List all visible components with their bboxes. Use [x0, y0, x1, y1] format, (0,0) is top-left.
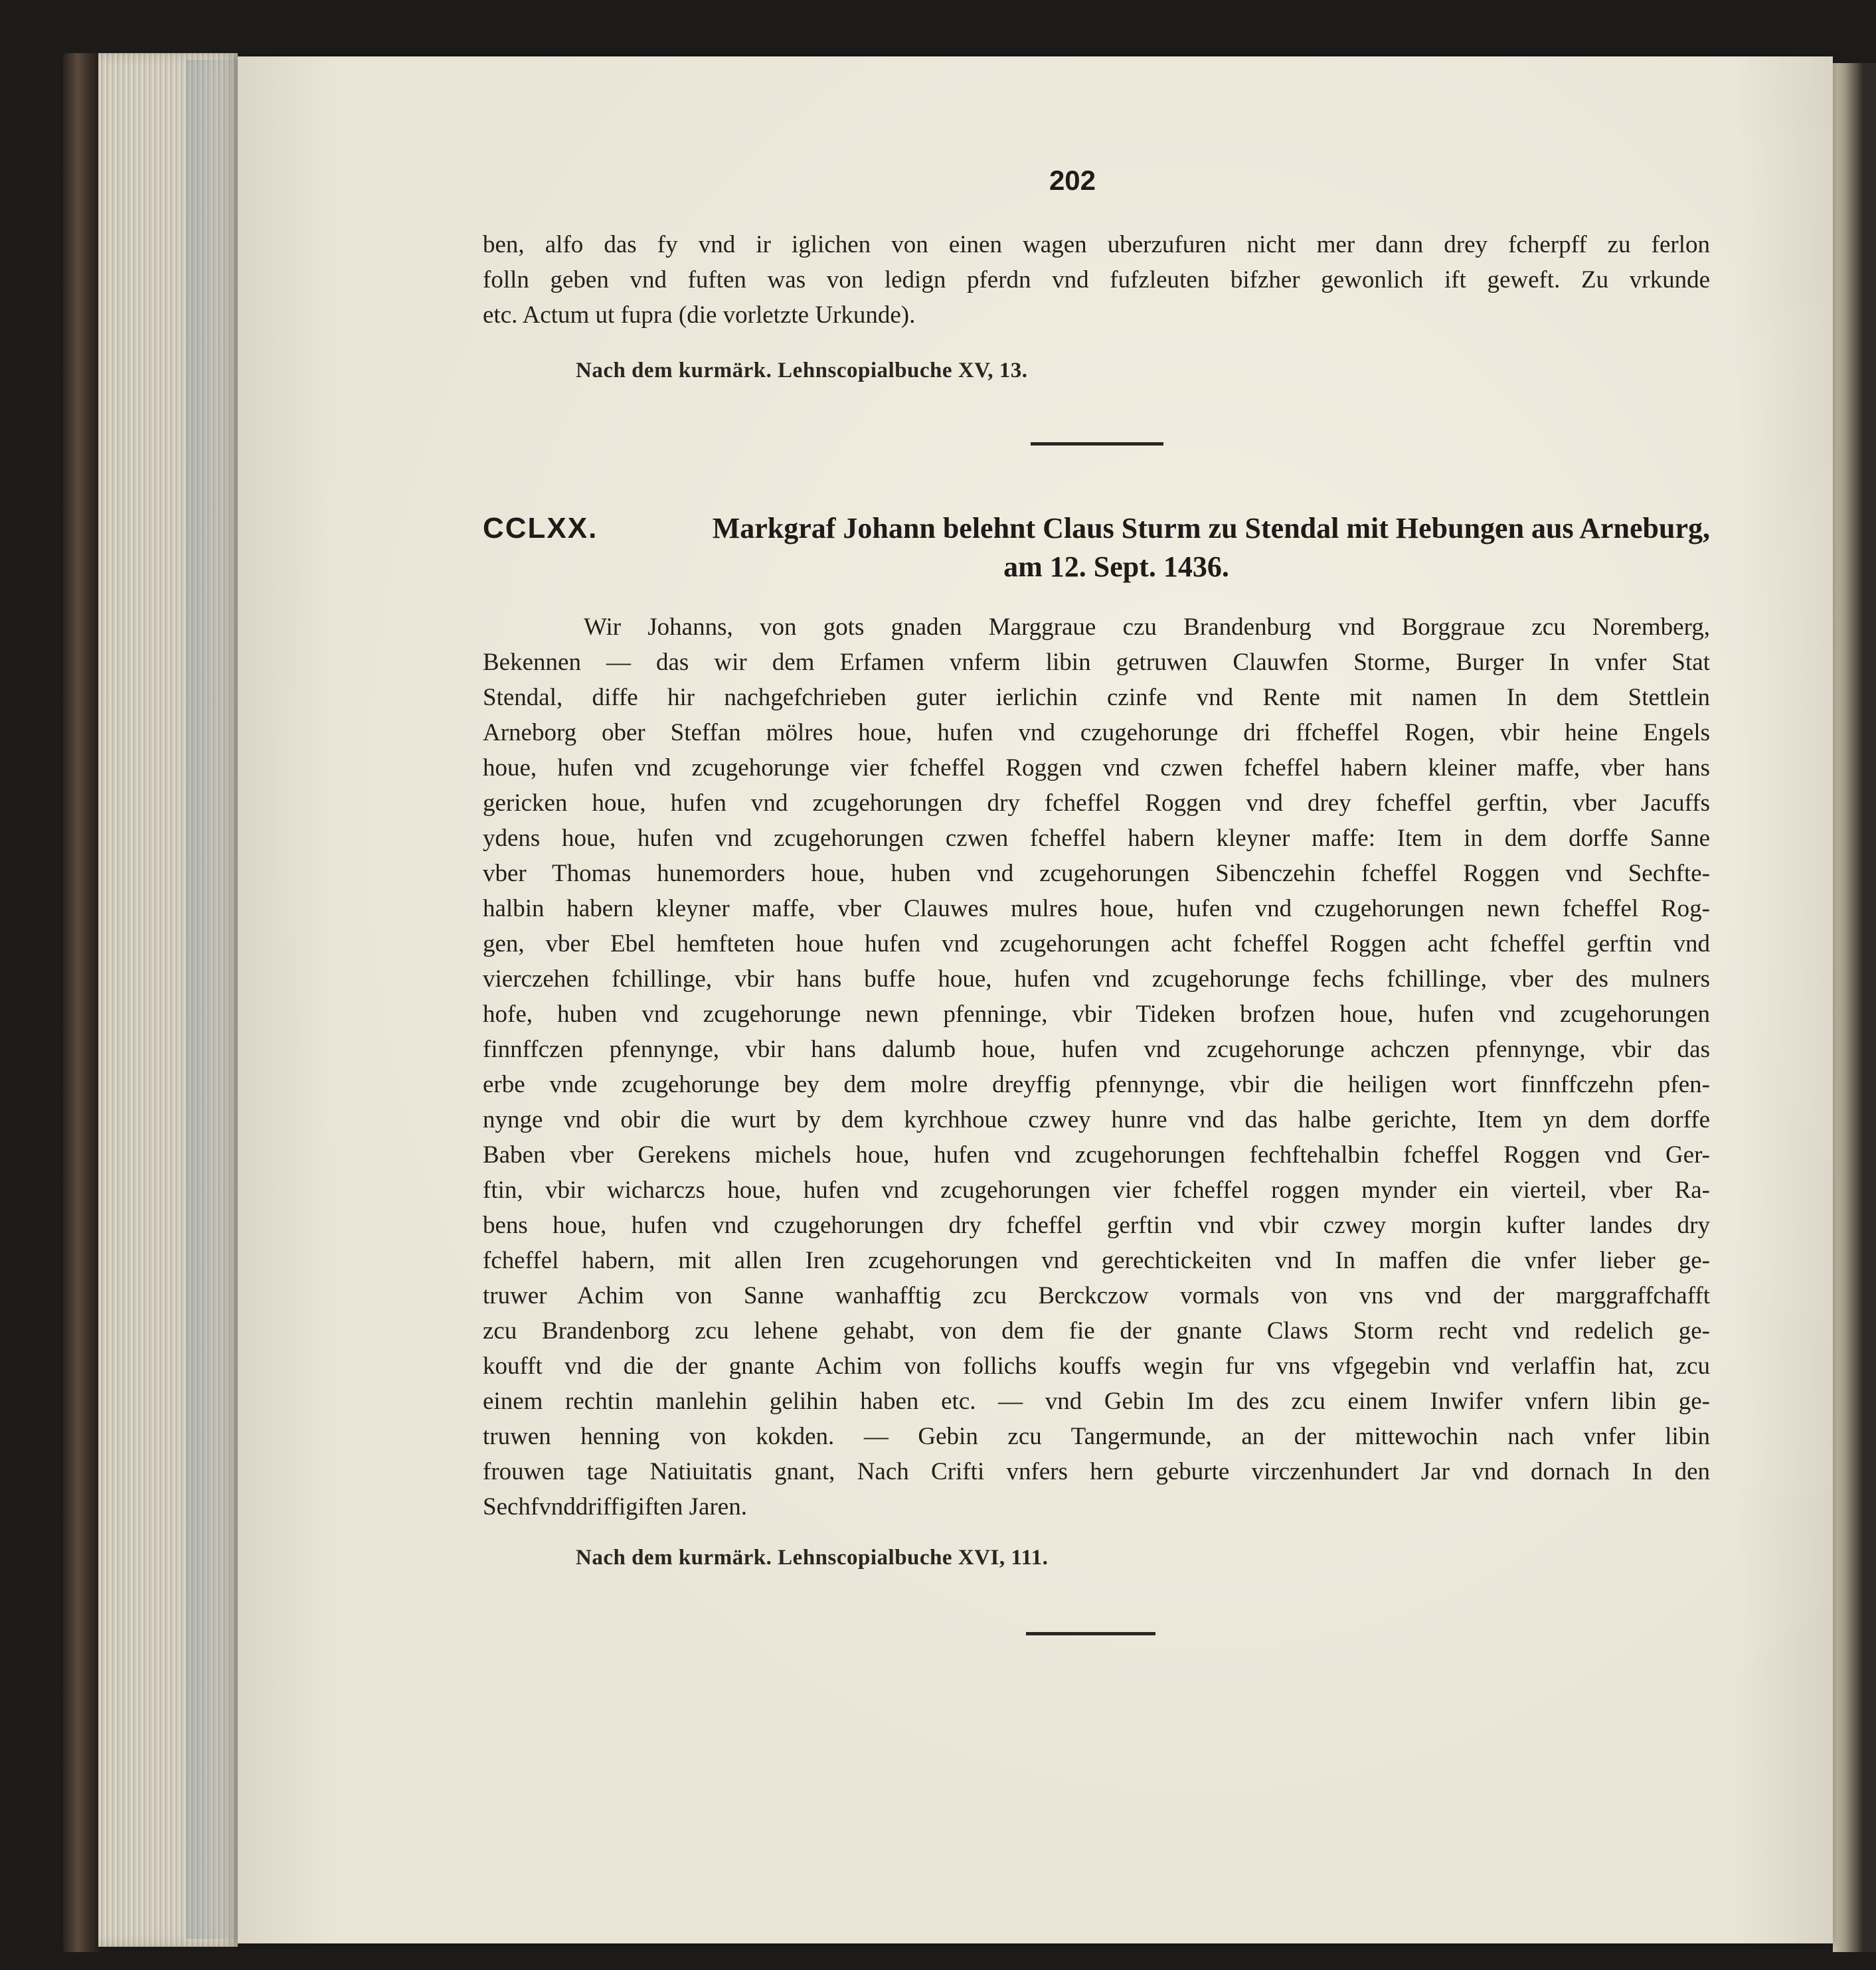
book-cover-left [63, 53, 100, 1952]
document-body [483, 610, 1710, 1524]
text-line: ben, alfo das fy vnd ir iglichen von einen wagen uberzufuren nicht mer dann drey fcherpff zu ferlon [483, 231, 1710, 258]
text-line: erbe vnde zcugehorunge bey dem molre dreyffig pfennynge, vbir die heiligen wort finnffczehn pfen- [483, 1071, 1710, 1098]
intro-source-note: Nach dem kurmärk. Lehnscopialbuche XV, 13. [576, 359, 1028, 382]
document-number: CCLXX. [483, 512, 598, 544]
text-line: Bekennen — das wir dem Erfamen vnferm libin getruwen Clauwfen Storme, Burger In vnfer Stat [483, 649, 1710, 676]
text-line: zcu Brandenborg zcu lehene gehabt, von dem fie der gnante Claws Storm recht vnd redelich ge- [483, 1317, 1710, 1345]
text-line: gen, vber Ebel hemfteten houe hufen vnd zcugehorungen acht fcheffel Roggen acht fcheffel gerftin vnd [483, 930, 1710, 957]
document-source-note: Nach dem kurmärk. Lehnscopialbuche XVI, 111. [576, 1546, 1049, 1570]
book-cover-right [1833, 63, 1876, 1952]
text-line: bens houe, hufen vnd czugehorungen dry fcheffel gerftin vnd vbir czwey morgin kufter landes dry [483, 1212, 1710, 1239]
text-line: koufft vnd die der gnante Achim von follichs kouffs wegin fur vns vfgegebin vnd verlaffin hat, zcu [483, 1353, 1710, 1380]
text-line: vierczehen fchillinge, vbir hans buffe houe, hufen vnd zcugehorunge fechs fchillinge, vber des mulners [483, 965, 1710, 993]
end-divider [1026, 1632, 1155, 1635]
text-line: folln geben vnd fuften was von ledign pferdn vnd fufzleuten bifzher gewonlich ift geweft. Zu vrkunde [483, 266, 1710, 293]
text-line: Baben vber Gerekens michels houe, hufen vnd zcugehorungen fechftehalbin fcheffel Roggen vnd Ger- [483, 1141, 1710, 1169]
intro-paragraph [483, 227, 1710, 333]
text-line: gericken houe, hufen vnd zcugehorungen dry fcheffel Roggen vnd drey fcheffel gerftin, vber Jacuffs [483, 789, 1710, 817]
document-heading [483, 511, 1710, 583]
intro-text [483, 227, 1710, 333]
page-edge-tint [186, 60, 239, 1939]
text-line: etc. Actum ut fupra (die vorletzte Urkunde). [483, 301, 916, 329]
text-line: fcheffel habern, mit allen Iren zcugehorungen vnd gerechtickeiten vnd In maffen die vnfer lieber ge- [483, 1247, 1710, 1274]
text-line: truwer Achim von Sanne wanhafftig zcu Berckczow vormals von vns vnd der marggraffchafft [483, 1282, 1710, 1309]
text-line: ftin, vbir wicharczs houe, hufen vnd zcugehorungen vier fcheffel roggen mynder ein vierteil, vber Ra- [483, 1177, 1710, 1204]
text-line: ydens houe, hufen vnd zcugehorungen czwen fcheffel habern kleyner maffe: Item in dem dorffe Sanne [483, 825, 1710, 852]
text-line: nynge vnd obir die wurt by dem kyrchhoue czwey hunre vnd das halbe gerichte, Item yn dem dorffe [483, 1106, 1710, 1133]
text-line: houe, hufen vnd zcugehorunge vier fcheffel Roggen vnd czwen fcheffel habern kleiner maffe, vber hans [483, 754, 1710, 781]
text-line: frouwen tage Natiuitatis gnant, Nach Crifti vnfers hern geburte virczenhundert Jar vnd dornach In den [483, 1458, 1710, 1485]
text-line: einem rechtin manlehin gelihin haben etc. — vnd Gebin Im des zcu einem Inwifer vnfern libin ge- [483, 1388, 1710, 1415]
document-text [483, 610, 1710, 1524]
page-number: 202 [1049, 165, 1096, 196]
text-line: Arneborg ober Steffan mölres houe, hufen vnd czugehorunge dri ffcheffel Rogen, vbir heine Engels [483, 719, 1710, 746]
text-line: halbin habern kleyner maffe, vber Clauwes mulres houe, hufen vnd czugehorungen newn fcheffel Rog- [483, 895, 1710, 922]
text-line: vber Thomas hunemorders houe, huben vnd zcugehorungen Sibenczehin fcheffel Roggen vnd Sechfte- [483, 860, 1710, 887]
text-line: finnffczen pfennynge, vbir hans dalumb houe, hufen vnd zcugehorunge achczen pfennynge, vbir das [483, 1036, 1710, 1063]
text-line: hofe, huben vnd zcugehorunge newn pfenninge, vbir Tideken brofzen houe, hufen vnd zcugehorungen [483, 1001, 1710, 1028]
document-title-line1: Markgraf Johann belehnt Claus Sturm zu Stendal mit Hebungen aus Arneburg, [712, 512, 1710, 544]
text-line: Wir Johanns, von gots gnaden Marggraue czu Brandenburg vnd Borggraue zcu Noremberg, [584, 614, 1710, 641]
text-line: Stendal, diffe hir nachgefchrieben guter ierlichin czinfe vnd Rente mit namen In dem Stettlein [483, 684, 1710, 711]
section-divider [1031, 442, 1163, 446]
text-line: Sechfvnddriffigiften Jaren. [483, 1493, 747, 1520]
document-title-line2: am 12. Sept. 1436. [1003, 550, 1229, 583]
text-line: truwen henning von kokden. — Gebin zcu Tangermunde, an der mittewochin nach vnfer libin [483, 1423, 1710, 1450]
